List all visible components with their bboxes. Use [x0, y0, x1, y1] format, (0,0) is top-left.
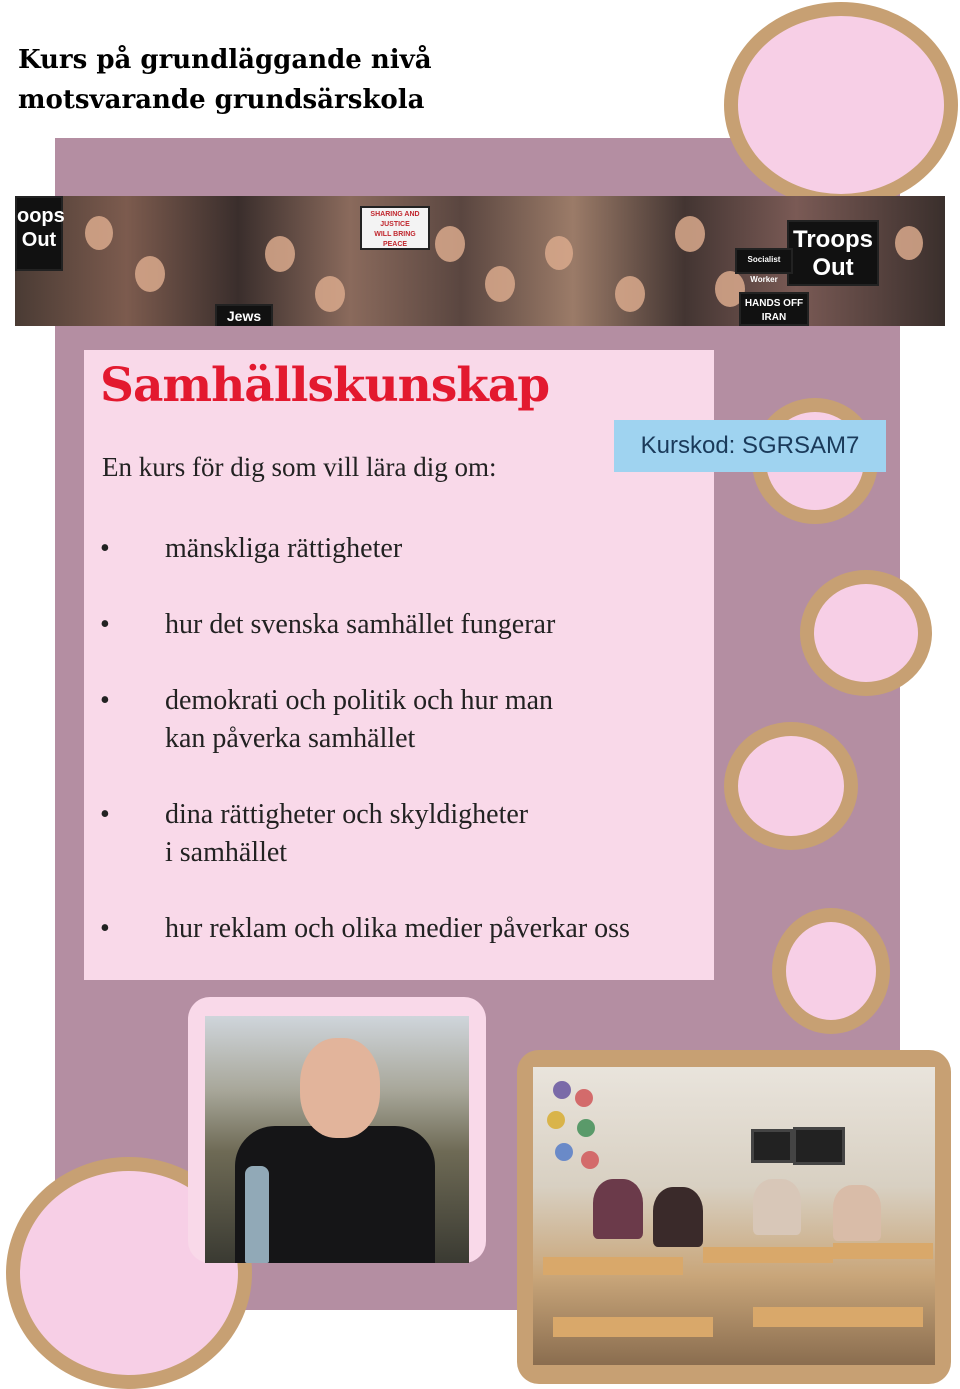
- protest-sign-socialist-worker: Socialist Worker: [735, 248, 793, 274]
- student: [593, 1179, 643, 1239]
- crowd-face: [895, 226, 923, 260]
- crowd-face: [435, 226, 465, 262]
- page-header: [18, 40, 432, 120]
- list-item: • hur det svenska samhället fungerar: [100, 606, 720, 644]
- tv-screen: [793, 1127, 845, 1165]
- student: [753, 1179, 801, 1235]
- wall-dot: [575, 1089, 593, 1107]
- course-intro: En kurs för dig som vill lära dig om:: [102, 452, 497, 482]
- crowd-face: [135, 256, 165, 292]
- course-title: Samhällskunskap: [100, 358, 550, 413]
- crowd-face: [675, 216, 705, 252]
- wall-dot: [555, 1143, 573, 1161]
- list-item: • dina rättigheter och skyldigheter i samhället: [100, 796, 720, 872]
- bullet-icon: •: [100, 609, 110, 640]
- protest-sign-justice: SHARING AND JUSTICE WILL BRING PEACE: [360, 206, 430, 250]
- wall-dot: [577, 1119, 595, 1137]
- topic-list: [100, 530, 720, 948]
- bullet-icon: •: [100, 533, 110, 564]
- tv-screen: [751, 1129, 793, 1163]
- wall-dot: [553, 1081, 571, 1099]
- crowd-face: [315, 276, 345, 312]
- list-item: • demokrati och politik och hur man kan påverka samhället: [100, 682, 720, 758]
- wall-dot: [547, 1111, 565, 1129]
- protest-sign-oops-out: oops Out: [15, 196, 63, 271]
- photo-figure-head: [300, 1038, 380, 1138]
- crowd-face: [485, 266, 515, 302]
- wall-dot: [581, 1151, 599, 1169]
- decor-circle-right-4: [772, 908, 890, 1034]
- protest-sign-troops-out: Troops Out: [787, 220, 879, 286]
- list-item: • mänskliga rättigheter: [100, 530, 720, 568]
- bullet-icon: •: [100, 913, 110, 944]
- list-item: • hur reklam och olika medier påverkar oss: [100, 910, 720, 948]
- crowd-face: [545, 236, 573, 270]
- course-code-badge: Kurskod: SGRSAM7: [614, 420, 886, 472]
- politician-photo: [205, 1016, 469, 1263]
- bullet-icon: •: [100, 799, 110, 830]
- crowd-photo-banner: [15, 196, 945, 326]
- desk: [543, 1257, 683, 1275]
- protest-sign-jews: Jews: [215, 304, 273, 326]
- header-line-1: Kurs på grundläggande nivå: [18, 45, 432, 75]
- photo-water-bottle: [245, 1166, 269, 1263]
- decor-circle-top-right: [724, 2, 958, 208]
- protest-sign-hands-off-iran: HANDS OFF IRAN: [739, 292, 809, 326]
- desk: [753, 1307, 923, 1327]
- decor-circle-right-2: [800, 570, 932, 696]
- desk: [553, 1317, 713, 1337]
- desk: [703, 1247, 833, 1263]
- crowd-face: [265, 236, 295, 272]
- crowd-face: [85, 216, 113, 250]
- header-line-2: motsvarande grundsärskola: [18, 85, 425, 115]
- bullet-icon: •: [100, 685, 110, 716]
- classroom-photo: [533, 1067, 935, 1365]
- crowd-face: [615, 276, 645, 312]
- desk: [833, 1243, 933, 1259]
- decor-circle-right-3: [724, 722, 858, 850]
- student: [833, 1185, 881, 1241]
- student: [653, 1187, 703, 1247]
